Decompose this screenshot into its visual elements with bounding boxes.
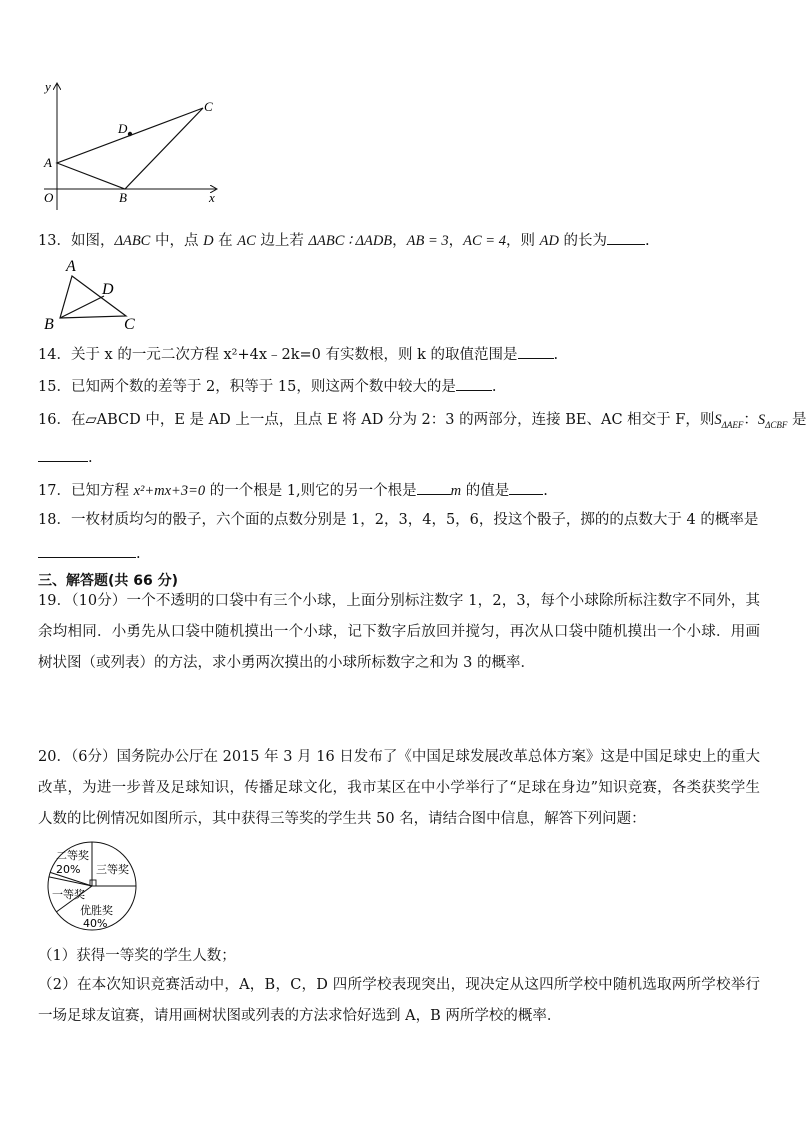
answer-blank[interactable] (509, 478, 543, 495)
label-a: A (44, 155, 52, 170)
label-c: C (204, 99, 213, 114)
pie-label-merit: 优胜奖 (80, 904, 113, 917)
section-heading: 三、解答题(共 66 分) (38, 573, 179, 589)
triangle-abc (57, 108, 203, 189)
question-18: 18．一枚材质均匀的骰子，六个面的点数分别是 1，2，3，4，5，6，投这个骰子，掷的的点数大于 4 的概率是 (38, 512, 759, 528)
triangle-abc-small (60, 276, 126, 318)
segment-bd (60, 296, 104, 318)
triangle-figure (40, 256, 145, 334)
question-16: 16．在▱ABCD 中，E 是 AD 上一点，且点 E 将 AD 分为 2：3 的两部分，连接 BE、AC 相交于 F，则$S_{\Delta AEF}$：$S_{\Delta CBF}$ 是 (38, 412, 807, 430)
label-y: y (45, 79, 51, 94)
question-17: 17．已知方程 x²+mx+3=0 的一个根是 1,则它的另一个根是 m 的值是 . (38, 478, 548, 501)
pie-label-merit-pct: 40% (83, 917, 108, 930)
question-20-part-2: （2）在本次知识竞赛活动中，A，B，C，D 四所学校表现突出，现决定从这四所学校中随机选取两所学校举行一场足球友谊赛，请用画树状图或列表的方法求恰好选到 A，B 两所学校的概率． (38, 977, 760, 1024)
pie-label-first: 一等奖 (52, 888, 85, 901)
tri-label-b: B (44, 316, 54, 333)
question-16-blank: . (38, 445, 93, 468)
tri-label-d: D (102, 281, 114, 298)
pie-label-second: 二等奖 (56, 849, 89, 862)
label-x: x (209, 190, 215, 205)
question-14: 14．关于 x 的一元二次方程 x²+4x﹣2k=0 有实数根，则 k 的取值范围是 . (38, 342, 558, 365)
answer-blank[interactable] (38, 445, 88, 462)
answer-blank[interactable] (518, 342, 554, 359)
pie-label-second-pct: 20% (56, 863, 81, 876)
tri-label-c: C (124, 316, 135, 333)
question-13: 13．如图，ΔABC 中，点 D 在 AC 边上若 ΔABC ∶ ΔADB，AB = 3，AC = 4，则 AD 的长为 . (38, 228, 650, 251)
label-d: D (118, 121, 128, 136)
answer-blank[interactable] (38, 541, 136, 558)
question-18-blank: . (38, 541, 141, 564)
question-20-part-1: （1）获得一等奖的学生人数； (38, 948, 236, 964)
answer-blank[interactable] (417, 478, 451, 495)
tri-label-a: A (66, 258, 76, 275)
question-19: 19．（10分）一个不透明的口袋中有三个小球，上面分别标注数字 1，2，3，每个小球除所标注数字不同外，其余均相同．小勇先从口袋中随机摸出一个小球，记下数字后放回并搅匀，再次从口袋中随机摸出一个小球．用画树状图（或列表）的方法，求小勇两次摸出的小球所标数字之和为 3 的概率． (38, 593, 760, 671)
answer-blank[interactable] (456, 374, 492, 391)
coordinate-figure (36, 78, 226, 213)
answer-blank[interactable] (607, 228, 645, 245)
point-d (128, 132, 132, 136)
question-20: 20．（6分）国务院办公厅在 2015 年 3 月 16 日发布了《中国足球发展改革总体方案》这是中国足球史上的重大改革，为进一步普及足球知识，传播足球文化，我市某区在中小学举行了“足球在身边”知识竞赛，各类获奖学生人数的比例情况如图所示，其中获得三等奖的学生共 50 名，请结合图中信息，解答下列问题： (38, 749, 760, 827)
label-b: B (119, 190, 127, 205)
pie-chart (34, 838, 152, 938)
question-15: 15．已知两个数的差等于 2，积等于 15，则这两个数中较大的是 . (38, 374, 496, 397)
pie-label-third: 三等奖 (96, 863, 129, 876)
label-origin: O (44, 190, 54, 205)
